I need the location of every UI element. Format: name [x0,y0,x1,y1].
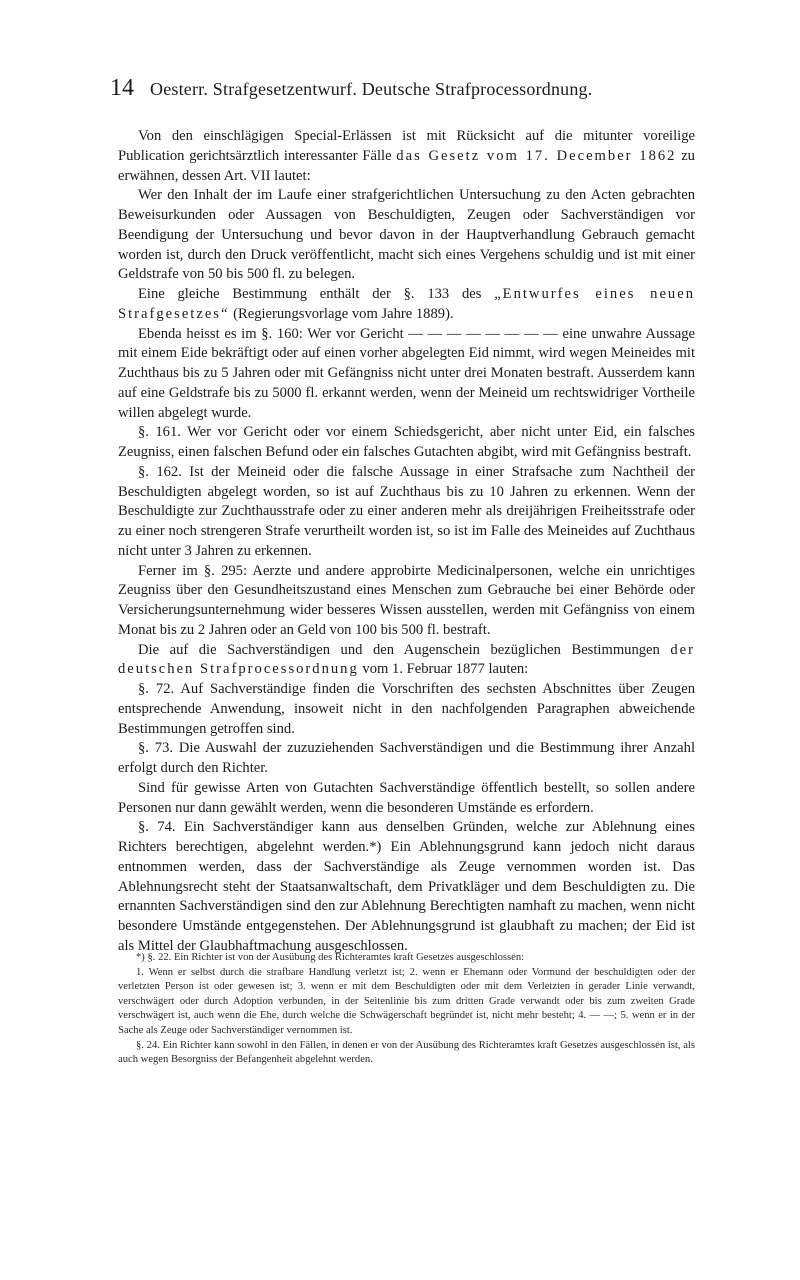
footnotes [118,951,695,1068]
footnote-22: *) §. 22. Ein Richter ist von der Ausübung des Richteramtes kraft Gesetzes ausgeschlossen: [136,952,525,963]
paragraph-160: Ebenda heisst es im §. 160: Wer vor Gericht — — — — — — — — eine unwahre Aussage mit einem Eide bekräftigt oder auf einen vorher abgelegten Eid nimmt, wird wegen Meineides mit Zuchthaus bis zu 5 Jahren oder mit Gefängniss nicht unter drei Monaten bestraft. Ausserdem kann auf eine Geldstrafe bis zu 5000 fl. erkannt werden, wenn der Meineid um rechtswidriger Vortheile willen abgelegt wurde. [118,325,695,421]
page-header [0,70,800,110]
text-run: (Regierungsvorlage vom Jahre 1889). [229,305,454,322]
page-number: 14 [110,75,134,101]
spaced-text: das Gesetz vom 17. December 1862 [396,147,677,164]
paragraph-article-vii: Wer den Inhalt der im Laufe einer strafgerichtlichen Untersuchung zu den Acten gebrachten Beweisurkunden oder Aussagen von Beschuldigten, Zeugen oder Sachverständigen vor Beendigung der Untersuchung und bevor davon in der Hauptverhandlung Gebrauch gemacht worden ist, durch den Druck veröffentlicht, macht sich eines Vergehens schuldig und ist mit einer Geldstrafe von 50 bis 500 fl. zu belegen. [118,187,695,283]
paragraph-162: §. 162. Ist der Meineid oder die falsche Aussage in einer Strafsache zum Nachtheil der Beschuldigten abgelegt worden, so ist auf Zuchthaus bis zu 10 Jahren zu erkennen. Wenn der Beschuldigte zur Zuchthausstrafe oder zu einer anderen mehr als dreijährigen Freiheitsstrafe oder zu einer noch strengeren Strafe verurtheilt worden ist, so ist im Falle des Meineides auf Zuchthaus nicht unter 3 Jahren zu erkennen. [118,463,695,559]
spaced-text: „Entwurfes eines neuen Strafgesetzes“ [118,286,695,322]
footnote-22-items: 1. Wenn er selbst durch die strafbare Handlung verletzt ist; 2. wenn er Ehemann oder Vormund der beschuldigten oder der verletzten Person ist oder gewesen ist; 3. wenn er mit dem Beschuldigten oder mit dem Verletzten in gerader Linie verwandt, verschwägert oder durch Adoption verbunden, in der Seitenlinie bis zum dritten Grade verwandt oder bis zum zweiten Grade verschwägert ist, auch wenn die Ehe, durch welche die Schwägerschaft begründet ist, nicht mehr besteht; 4. — —; 5. wenn er in der Sache als Zeuge oder Sachverständiger vernommen ist. [118,966,695,1036]
paragraph-73: §. 73. Die Auswahl der zuzuziehenden Sachverständigen und die Bestimmung ihrer Anzahl erfolgt durch den Richter. [118,740,695,776]
footnote-24: §. 24. Ein Richter kann sowohl in den Fällen, in denen er von der Ausübung des Richteramtes kraft Gesetzes ausgeschlossen ist, als auch wegen Besorgniss der Befangenheit abgelehnt werden. [118,1039,695,1066]
text-run: Von den einschlägigen Special-Erlässen ist mit Rücksicht auf die mitunter voreilige Publication gerichtsärztlich interessanter Fälle [118,128,695,164]
paragraph-74: §. 74. Ein Sachverständiger kann aus denselben Gründen, welche zur Ablehnung eines Richters berechtigen, abgelehnt werden.*) Ein Ablehnungsgrund kann jedoch nicht daraus entnommen werden, dass der Sachverständige als Zeuge vernommen worden ist. Das Ablehnungsrecht steht der Staatsanwaltschaft, dem Privatkläger und dem Beschuldigten zu. Die ernannten Sachverständigen sind den zur Ablehnung Berechtigten namhaft zu machen, wenn nicht besondere Umstände entgegenstehen. Der Ablehnungsgrund ist glaubhaft zu machen; der Eid ist als Mittel der Glaubhaftmachung ausgeschlossen. [118,819,695,954]
main-text [118,127,695,957]
text-run: zu erwähnen, dessen Art. VII lautet: [118,147,695,184]
running-title: Oesterr. Strafgesetzentwurf. Deutsche Strafprocessordnung. [150,79,593,99]
paragraph-161: §. 161. Wer vor Gericht oder vor einem Schiedsgericht, aber nicht unter Eid, ein falsches Zeugniss, einen falschen Befund oder ein falsches Gutachten abgibt, wird mit Gefängniss bestraft. [118,424,695,460]
paragraph-73-cont: Sind für gewisse Arten von Gutachten Sachverständige öffentlich bestellt, so sollen andere Personen nur dann gewählt werden, wenn die besonderen Umstände es erfordern. [118,779,695,816]
text-run: Eine gleiche Bestimmung enthält der §. 133 des [138,286,495,302]
paragraph-strafprocessordnung [118,641,695,681]
paragraph-295: Ferner im §. 295: Aerzte und andere approbirte Medicinalpersonen, welche ein unrichtiges Zeugniss über den Gesundheitszustand eines Menschen zum Gebrauche bei einer Behörde oder Versicherungsunternehmung wider besseres Wissen ausstellen, werden mit Gefängniss von einem Monat bis zu 2 Jahren oder an Geld von 100 bis 500 fl. bestraft. [118,562,695,638]
spaced-text: der deutschen Strafprocessordnung [118,641,695,678]
paragraph-133 [118,285,695,325]
text-run: vom 1. Februar 1877 lauten: [358,661,529,678]
paragraph-intro [118,127,695,186]
text-run: Die auf die Sachverständigen und den Augenschein bezüglichen Bestimmungen [138,641,671,658]
paragraph-72: §. 72. Auf Sachverständige finden die Vorschriften des sechsten Abschnittes über Zeugen entsprechende Anwendung, insoweit nicht in den nachfolgenden Paragraphen abweichende Bestimmungen getroffen sind. [118,681,695,737]
